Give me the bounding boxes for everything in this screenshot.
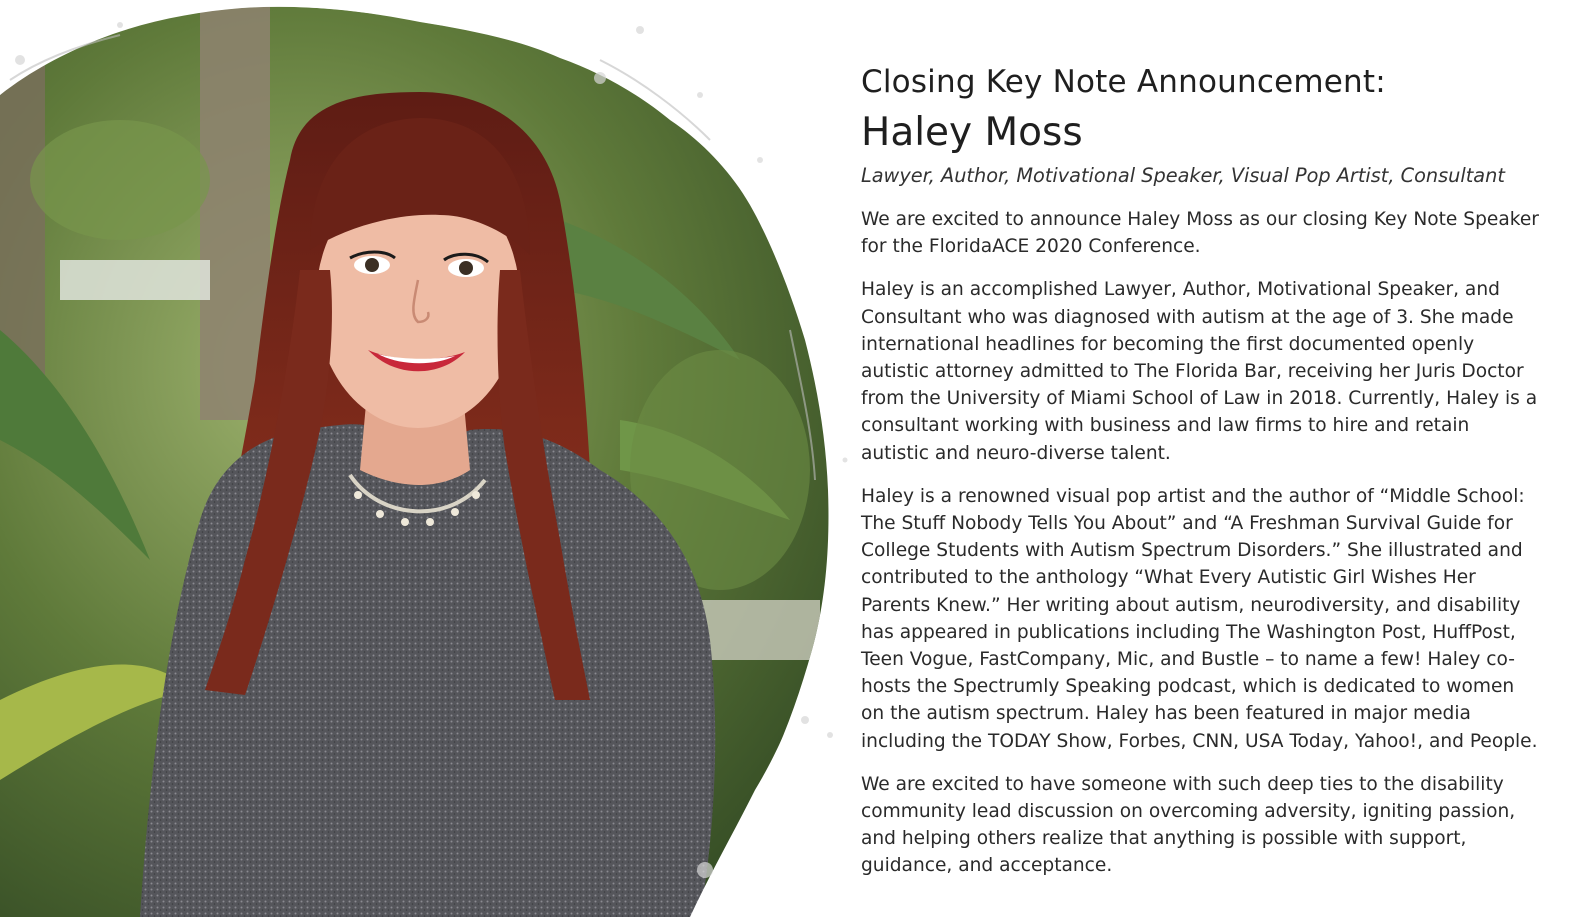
bio-paragraph: Haley is an accomplished Lawyer, Author, Motivational Speaker, and Consultant who was diagnosed with autism at the age of 3. She made international headlines for becoming the first documented openly autistic attorney admitted to The Florida Bar, receiving her Juris Doctor from the University of Miami School of Law in 2018. Currently, Haley is a consultant working with business and law firms to hire and retain autistic and neuro-diverse talent.	[861, 279, 1538, 464]
speaker-roles: Lawyer, Author, Motivational Speaker, Visual Pop Artist, Consultant	[861, 164, 1505, 187]
announcement-heading: Closing Key Note Announcement:	[861, 64, 1386, 100]
announcement-text	[861, 60, 1541, 896]
closing-paragraph: We are excited to have someone with such deep ties to the disability community lead discussion on overcoming adversity, igniting passion, and helping others realize that anything is possible with support, guidance, and acceptance.	[861, 773, 1516, 877]
speaker-name: Haley Moss	[861, 110, 1083, 155]
intro-paragraph: We are excited to announce Haley Moss as our closing Key Note Speaker for the FloridaACE 2020 Conference.	[861, 209, 1539, 258]
works-paragraph: Haley is a renowned visual pop artist and the author of “Middle School: The Stuff Nobody Tells You About” and “A Freshman Survival Guide for College Students with Autism Spectrum Disorders.” She illustrated and contributed to the anthology “What Every Autistic Girl Wishes Her Parents Knew.” Her writing about autism, neurodiversity, and disability has appeared in publications including The Washington Post, HuffPost, Teen Vogue, FastCompany, Mic, and Bustle – to name a few! Haley co-hosts the Spectrumly Speaking podcast, which is dedicated to women on the autism spectrum. Haley has been featured in major media including the TODAY Show, Forbes, CNN, USA Today, Yahoo!, and People.	[861, 485, 1538, 752]
